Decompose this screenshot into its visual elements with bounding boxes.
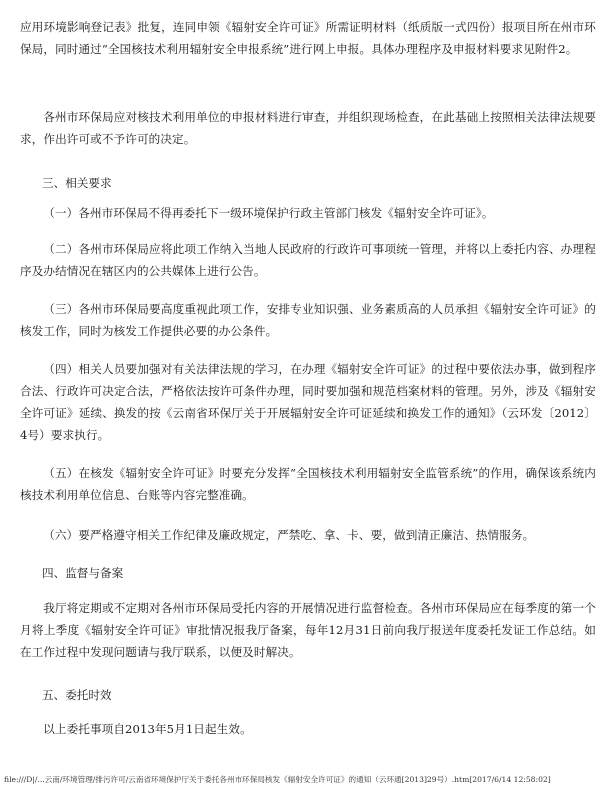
paragraph-requirement-2: （二）各州市环保局应将此项工作纳入当地人民政府的行政许可事项统一管理，并将以上委托内容、办理程序及办结情况在辖区内的公共媒体上进行公告。 — [20, 242, 596, 278]
paragraph-requirement-3: （三）各州市环保局要高度重视此项工作，安排专业知识强、业务素质高的人员承担《辐射安全许可证》的核发工作，同时为核发工作提供必要的办公条件。 — [20, 302, 596, 338]
paragraph-requirement-4: （四）相关人员要加强对有关法律法规的学习，在办理《辐射安全许可证》的过程中要依法办事，做到程序合法、行政许可决定合法，严格依法按许可条件办理，同时要加强和规范档案材料的管理。另外，涉及《辐射安全许可证》延续、换发的按《云南省环保厅关于开展辐射安全许可证延续和换发工作的通知》（云环发〔2012〕4号）要求执行。 — [20, 362, 596, 442]
paragraph-supervision: 我厅将定期或不定期对各州市环保局受托内容的开展情况进行监督检查。各州市环保局应在每季度的第一个月将上季度《辐射安全许可证》审批情况报我厅备案，每年12月31日前向我厅报送年度委托发证工作总结。如在工作过程中发现问题请与我厅联系，以便及时解决。 — [20, 601, 596, 659]
paragraph-validity: 以上委托事项自2013年5月1日起生效。 — [43, 722, 252, 736]
section-heading-supervision: 四、监督与备案 — [42, 566, 124, 580]
section-heading-validity: 五、委托时效 — [42, 688, 112, 702]
footer-file-path: file:///D|/...云南/环境管理/排污许可/云南省环境保护厅关于委托各州市环保局核发《辐射安全许可证》的通知（云环通[2013]29号）.htm[2017/6/14 12:58:02] — [4, 775, 551, 784]
section-heading-requirements: 三、相关要求 — [42, 176, 112, 190]
paragraph-continuation: 应用环境影响登记表》批复，连同申领《辐射安全许可证》所需证明材料（纸质版一式四份）报项目所在州市环保局，同时通过“全国核技术利用辐射安全申报系统”进行网上申报。具体办理程序及申报材料要求见附件2。 — [20, 20, 596, 56]
paragraph-requirement-1: （一）各州市环保局不得再委托下一级环境保护行政主管部门核发《辐射安全许可证》。 — [43, 206, 494, 220]
paragraph-requirement-5: （五）在核发《辐射安全许可证》时要充分发挥“全国核技术利用辐射安全监管系统”的作用，确保该系统内核技术利用单位信息、台账等内容完整准确。 — [20, 466, 596, 502]
paragraph-review: 各州市环保局应对核技术利用单位的申报材料进行审查，并组织现场检查，在此基础上按照相关法律法规要求，作出许可或不予许可的决定。 — [20, 110, 596, 146]
paragraph-requirement-6: （六）要严格遵守相关工作纪律及廉政规定，严禁吃、拿、卡、要，做到清正廉洁、热情服务。 — [43, 528, 535, 542]
